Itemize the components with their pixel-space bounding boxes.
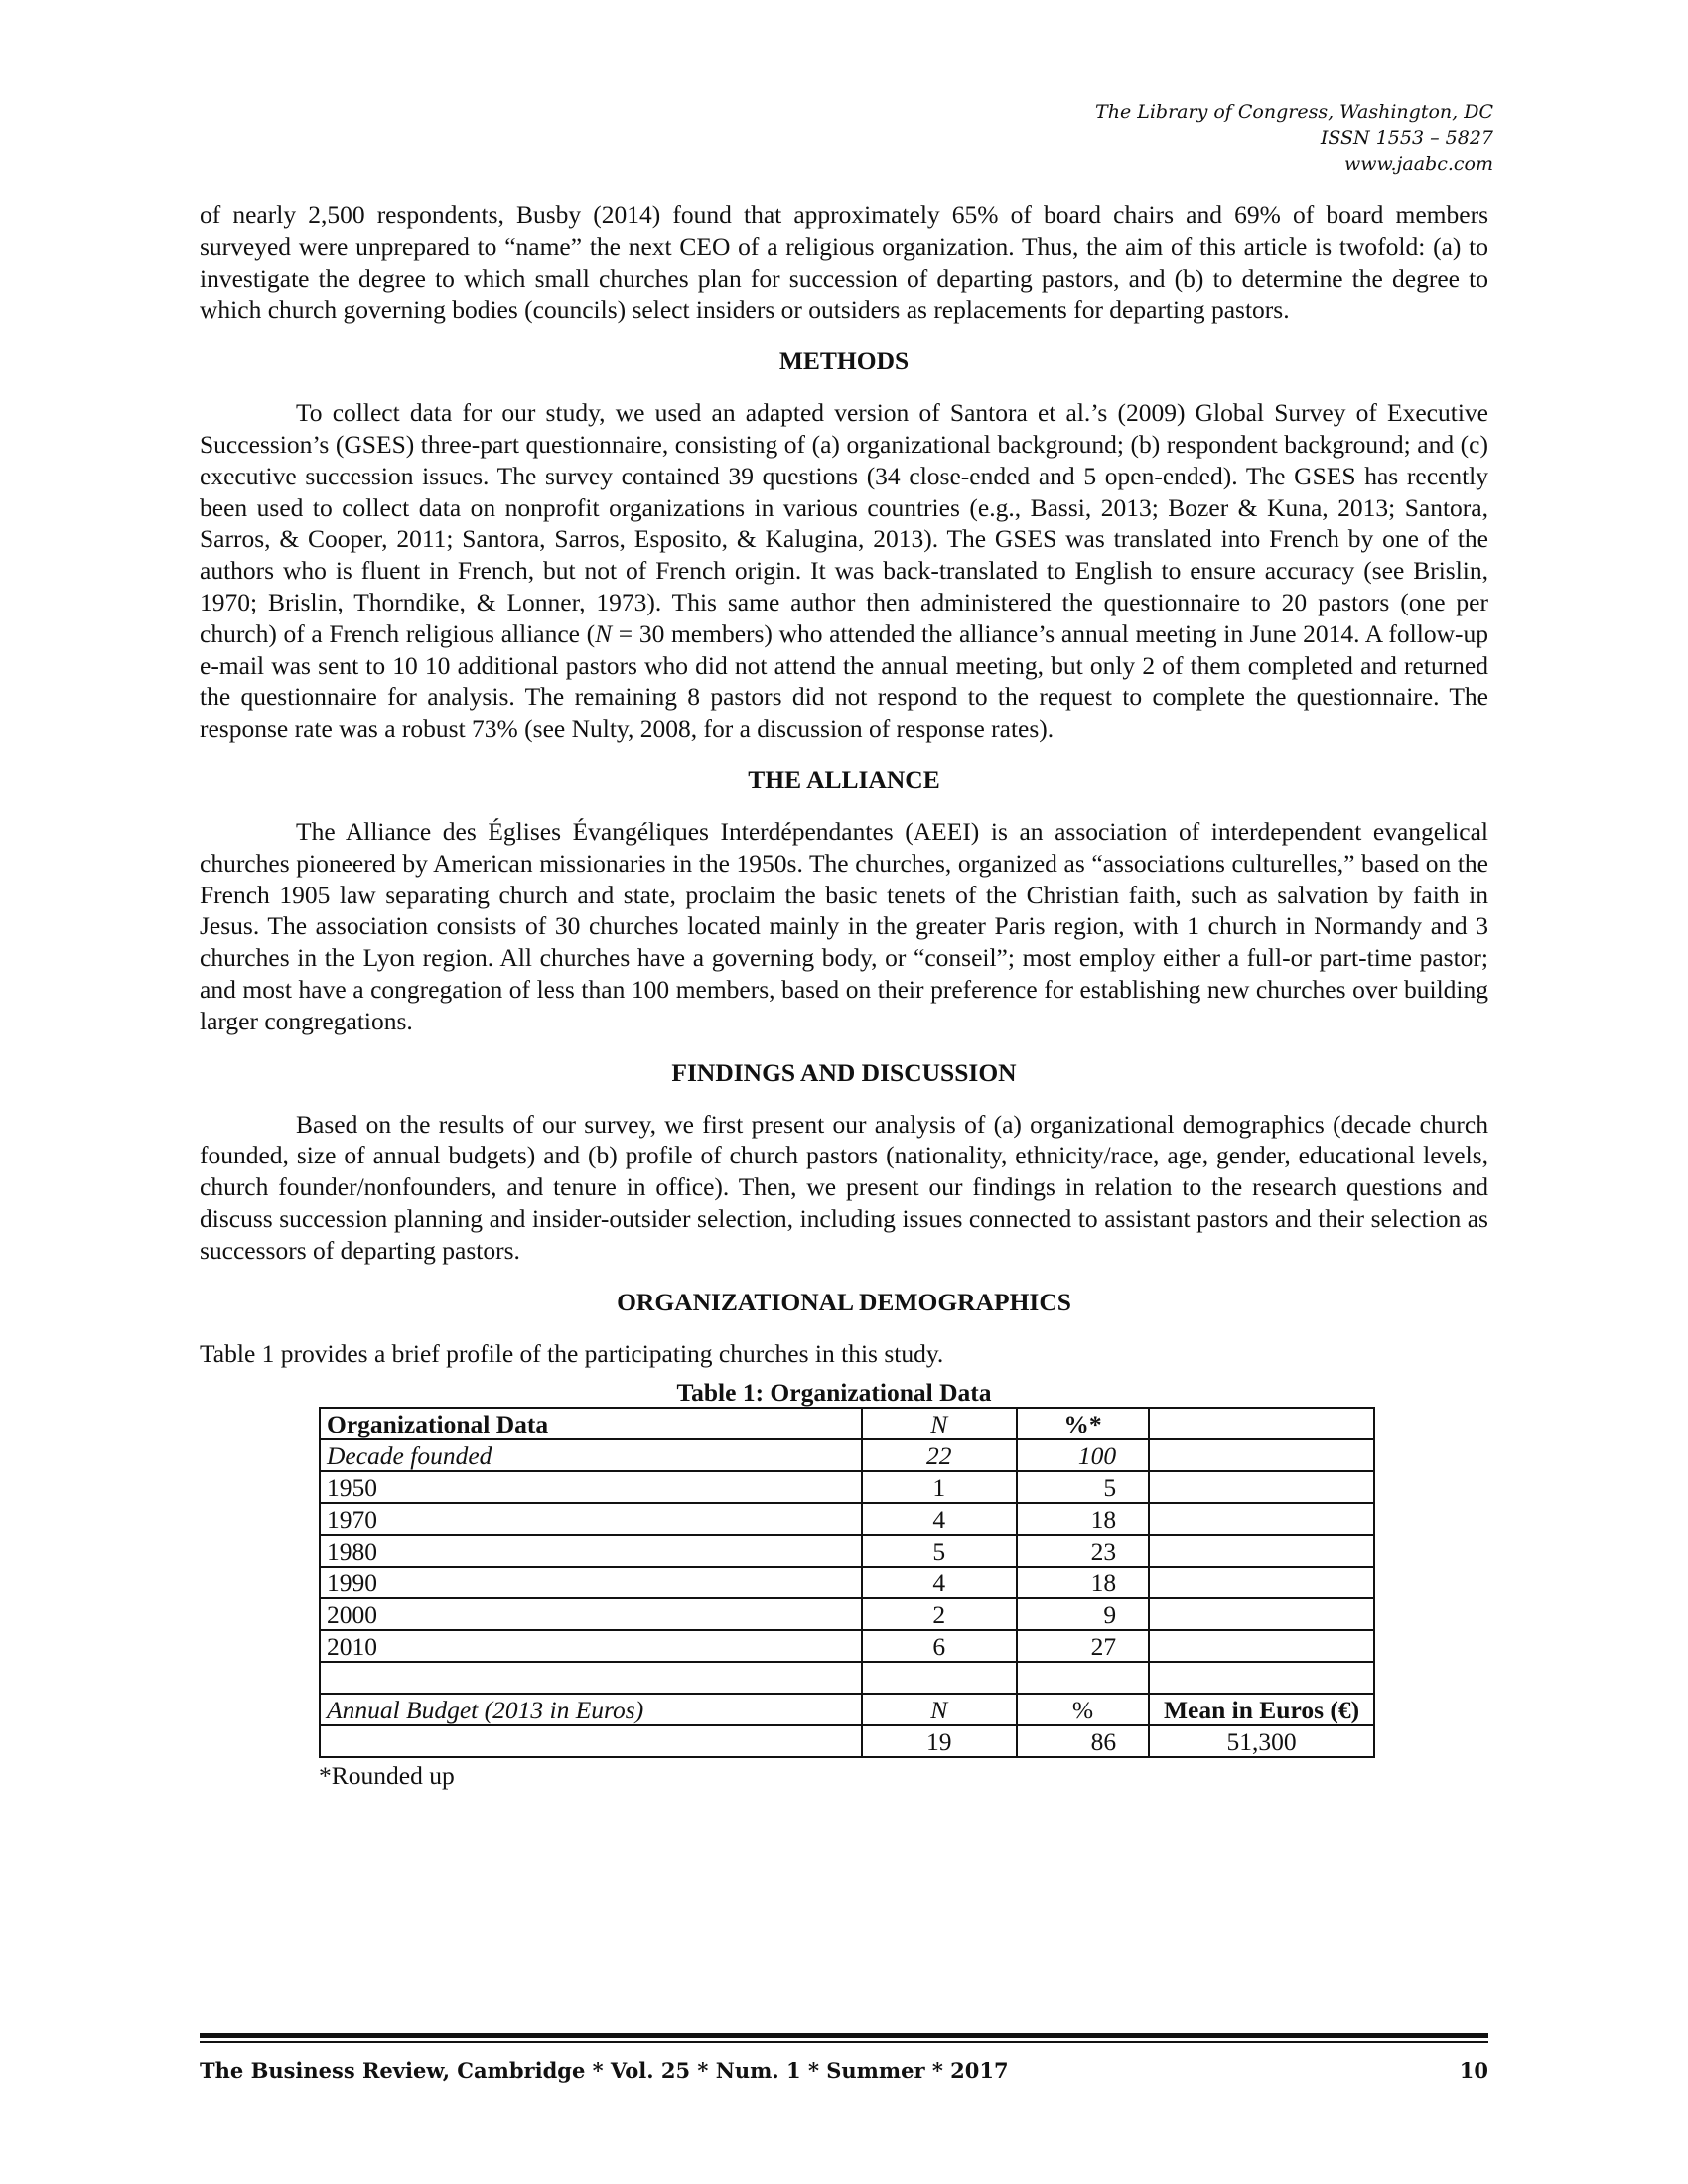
row-n: 6 — [862, 1630, 1017, 1662]
demographics-heading: ORGANIZATIONAL DEMOGRAPHICS — [617, 1287, 1071, 1316]
footer-rule-thin — [200, 2041, 1488, 2043]
budget-empty — [320, 1725, 862, 1757]
table-row — [320, 1503, 1374, 1535]
table-note: *Rounded up — [319, 1761, 455, 1791]
row-empty — [1149, 1630, 1374, 1662]
row-empty — [1149, 1567, 1374, 1598]
decade-n: 22 — [862, 1439, 1017, 1471]
table-row — [320, 1567, 1374, 1598]
row-label: 1950 — [320, 1471, 862, 1503]
row-label: 2000 — [320, 1598, 862, 1630]
row-empty — [1149, 1598, 1374, 1630]
footer-journal: The Business Review, Cambridge * Vol. 25 * Num. 1 * Summer * 2017 — [200, 2058, 1009, 2083]
alliance-heading: THE ALLIANCE — [748, 764, 940, 794]
row-label: 2010 — [320, 1630, 862, 1662]
header-organizational-data: Organizational Data — [320, 1408, 862, 1439]
budget-label: Annual Budget (2013 in Euros) — [320, 1694, 862, 1725]
row-n: 1 — [862, 1471, 1017, 1503]
table-intro: Table 1 provides a brief profile of the participating churches in this study. — [200, 1338, 944, 1368]
row-n: 5 — [862, 1535, 1017, 1567]
budget-n-header: N — [862, 1694, 1017, 1725]
budget-mean: 51,300 — [1149, 1725, 1374, 1757]
row-n: 4 — [862, 1503, 1017, 1535]
methods-heading: METHODS — [778, 346, 910, 376]
header-empty — [1149, 1408, 1374, 1439]
blank-cell — [862, 1662, 1017, 1694]
decade-empty — [1149, 1439, 1374, 1471]
header-website: www.jaabc.com — [1343, 153, 1493, 175]
methods-text-2: = 30 members) who attended the alliance’s annual meeting in June 2014. A follow-up e-mail was sent to 10 10 additional pastors who did not attend the annual meeting, but only 2 of them completed and returned the questionnaire for analysis. The remaining 8 pastors did not respond to the request to complete the questionnaire. The response rate was a robust 73% (see Nulty, 2008, for a discussion of response rates). — [200, 618, 1488, 744]
table-header-row — [320, 1408, 1374, 1439]
organizational-data-table — [319, 1407, 1375, 1758]
blank-cell — [1017, 1662, 1149, 1694]
row-percent: 23 — [1017, 1535, 1149, 1567]
header-library: The Library of Congress, Washington, DC — [1095, 101, 1493, 123]
row-percent: 9 — [1017, 1598, 1149, 1630]
findings-paragraph: Based on the results of our survey, we first present our analysis of (a) organizational demographics (decade church founded, size of annual budgets) and (b) profile of church pastors (nationality, ethnicity/race, age, gender, educational levels, church founder/nonfounders, and tenure in office). Then, we present our findings in relation to the research questions and discuss succession planning and insider-outsider selection, including issues connected to assistant pastors and their selection as successors of departing pastors. — [200, 1109, 1488, 1265]
row-percent: 18 — [1017, 1503, 1149, 1535]
row-empty — [1149, 1503, 1374, 1535]
row-label: 1990 — [320, 1567, 862, 1598]
row-label: 1980 — [320, 1535, 862, 1567]
blank-row — [320, 1662, 1374, 1694]
table-row — [320, 1630, 1374, 1662]
alliance-paragraph: The Alliance des Églises Évangéliques Interdépendantes (AEEI) is an association of interdependent evangelical churches pioneered by American missionaries in the 1950s. The churches, organized as “associations culturelles,” based on the French 1905 law separating church and state, proclaim the basic tenets of the Christian faith, such as salvation by faith in Jesus. The association consists of 30 churches located mainly in the greater Paris region, with 1 church in Normandy and 3 churches in the Lyon region. All churches have a governing body, or “conseil”; most employ either a full-or part-time pastor; and most have a congregation of less than 100 members, based on their preference for establishing new churches over building larger congregations. — [200, 816, 1488, 1035]
page-number: 10 — [1459, 2058, 1488, 2083]
methods-paragraph — [200, 397, 1488, 745]
blank-cell — [1149, 1662, 1374, 1694]
row-n: 4 — [862, 1567, 1017, 1598]
decade-percent: 100 — [1017, 1439, 1149, 1471]
budget-header-row — [320, 1694, 1374, 1725]
header-percent: %* — [1017, 1408, 1149, 1439]
row-empty — [1149, 1535, 1374, 1567]
budget-n: 19 — [862, 1725, 1017, 1757]
row-percent: 5 — [1017, 1471, 1149, 1503]
budget-percent: 86 — [1017, 1725, 1149, 1757]
budget-mean-header: Mean in Euros (€) — [1149, 1694, 1374, 1725]
row-label: 1970 — [320, 1503, 862, 1535]
header-issn: ISSN 1553 – 5827 — [1320, 127, 1493, 149]
findings-heading: FINDINGS AND DISCUSSION — [671, 1057, 1017, 1087]
row-percent: 18 — [1017, 1567, 1149, 1598]
row-n: 2 — [862, 1598, 1017, 1630]
methods-n-symbol: N — [595, 618, 613, 648]
row-empty — [1149, 1471, 1374, 1503]
budget-values-row — [320, 1725, 1374, 1757]
decade-row — [320, 1439, 1374, 1471]
article-body — [200, 200, 1488, 1794]
running-header — [1095, 99, 1493, 177]
header-n: N — [862, 1408, 1017, 1439]
table-row — [320, 1471, 1374, 1503]
table-row — [320, 1535, 1374, 1567]
decade-label: Decade founded — [320, 1439, 862, 1471]
table-row — [320, 1598, 1374, 1630]
blank-cell — [320, 1662, 862, 1694]
budget-percent-header: % — [1017, 1694, 1149, 1725]
table-caption: Table 1: Organizational Data — [676, 1378, 992, 1408]
methods-text-1: To collect data for our study, we used an adapted version of Santora et al.’s (2009) Global Survey of Executive Succession’s (GSES) three-part questionnaire, consisting of (a) organizational background; (b) respondent background; and (c) executive succession issues. The survey contained 39 questions (34 close-ended and 5 open-ended). The GSES has recently been used to collect data on nonprofit organizations in various countries (e.g., Bassi, 2013; Bozer & Kuna, 2013; Santora, Sarros, & Cooper, 2011; Santora, Sarros, Esposito, & Kalugina, 2013). The GSES was translated into French by one of the authors who is fluent in French, but not of French origin. It was back-translated to English to ensure accuracy (see Brislin, 1970; Brislin, Thorndike, & Lonner, 1973). This same author then administered the questionnaire to 20 pastors (one per church) of a French religious alliance ( — [200, 398, 1488, 648]
row-percent: 27 — [1017, 1630, 1149, 1662]
footer-rule-thick — [200, 2033, 1488, 2038]
intro-paragraph: of nearly 2,500 respondents, Busby (2014) found that approximately 65% of board chairs and 69% of board members surveyed were unprepared to “name” the next CEO of a religious organization. Thus, the aim of this article is twofold: (a) to investigate the degree to which small churches plan for succession of departing pastors, and (b) to determine the degree to which church governing bodies (councils) select insiders or outsiders as replacements for departing pastors. — [200, 201, 1488, 325]
